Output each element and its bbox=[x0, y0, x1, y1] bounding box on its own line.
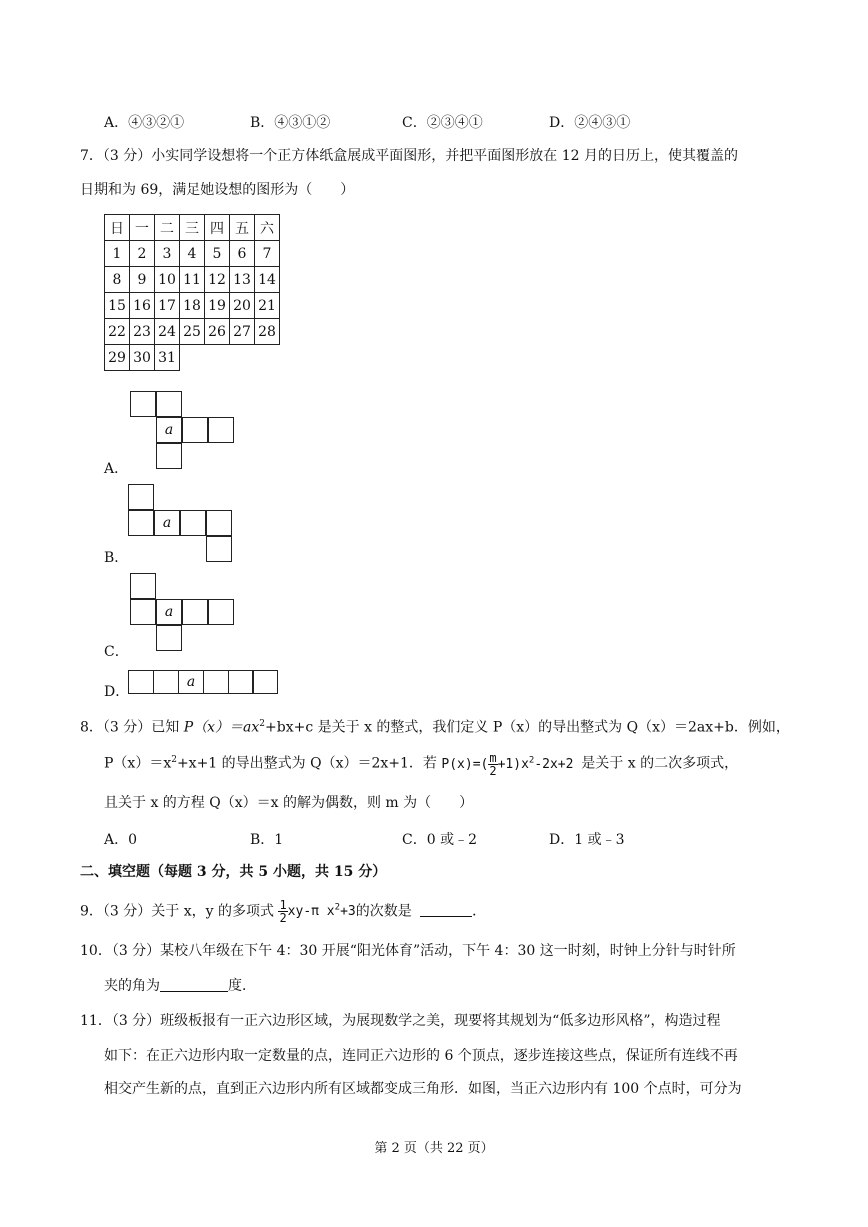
calendar-day: 15 bbox=[105, 293, 130, 319]
q8-superscript: 2 bbox=[259, 719, 266, 729]
q10-stem-line1: 10．（3 分）某校八年级在下午 4：30 开展“阳光体育”活动，下午 4：30 这一时刻，时钟上分针与时针所 bbox=[80, 943, 736, 959]
q9-answer-blank[interactable] bbox=[420, 902, 472, 917]
q10-stem-line2 bbox=[104, 976, 256, 996]
calendar-day: 20 bbox=[230, 293, 255, 319]
calendar-day: 2 bbox=[130, 241, 155, 267]
calendar-day: 21 bbox=[255, 293, 280, 319]
net-square bbox=[128, 670, 154, 694]
q9-fraction-den: 2 bbox=[279, 911, 287, 926]
net-square-letter: a bbox=[178, 670, 204, 694]
q8-option-d: D．1 或﹣3 bbox=[549, 832, 625, 848]
q8-stem-line1 bbox=[80, 714, 790, 738]
q8-text: 是关于 x 的二次多项式， bbox=[581, 755, 739, 772]
q10-answer-blank[interactable] bbox=[160, 977, 228, 992]
q8-superscript: 2 bbox=[171, 755, 177, 765]
net-square bbox=[128, 484, 154, 510]
calendar-header-cell: 五 bbox=[230, 215, 255, 241]
net-square bbox=[206, 536, 232, 562]
q8-option-c: C．0 或﹣2 bbox=[402, 832, 477, 848]
calendar-day: 31 bbox=[155, 345, 180, 371]
calendar-day: 22 bbox=[105, 319, 130, 345]
q8-option-a: A．0 bbox=[104, 832, 138, 848]
net-square bbox=[208, 599, 234, 625]
calendar-day: 29 bbox=[105, 345, 130, 371]
net-square-letter: a bbox=[156, 599, 182, 625]
net-square bbox=[180, 510, 206, 536]
net-square bbox=[208, 417, 234, 443]
calendar-day: 6 bbox=[230, 241, 255, 267]
calendar-header-row bbox=[105, 215, 280, 241]
net-square bbox=[228, 670, 254, 694]
q11-stem-line3: 相交产生新的点，直到正六边形内所有区域都变成三角形．如图，当正六边形内有 100 个点时，可分为 bbox=[104, 1081, 742, 1097]
q7-stem-line2: 日期和为 69，满足她设想的图形为（ ） bbox=[80, 182, 355, 198]
q11-stem-line2: 如下：在正六边形内取一定数量的点，连同正六边形的 6 个顶点，逐步连接这些点，保证所有连线不再 bbox=[104, 1048, 738, 1064]
q6-option-c: C．②③④① bbox=[402, 115, 483, 131]
q9-text: 9．（3 分）关于 x，y 的多项式 bbox=[80, 903, 274, 920]
q10-text: 夹的角为 bbox=[104, 978, 160, 994]
q6-option-a: A．④③②① bbox=[104, 115, 185, 131]
section-heading: 二、填空题（每题 3 分，共 5 小题，共 15 分） bbox=[80, 864, 387, 880]
calendar-day: 26 bbox=[205, 319, 230, 345]
q9-formula-part: xy-π x bbox=[287, 904, 335, 920]
calendar-day: 12 bbox=[205, 267, 230, 293]
q8-stem-line2 bbox=[104, 750, 738, 777]
calendar-row bbox=[105, 293, 280, 319]
q8-text: P（x）＝x bbox=[104, 755, 172, 772]
net-square-letter: a bbox=[156, 417, 182, 443]
net-square bbox=[130, 599, 156, 625]
net-square bbox=[128, 510, 154, 536]
calendar-day: 4 bbox=[180, 241, 205, 267]
q8-fraction-den: 2 bbox=[489, 763, 497, 778]
q9-stem bbox=[80, 898, 486, 924]
net-square bbox=[182, 417, 208, 443]
q11-stem-line1: 11．（3 分）班级板报有一正六边形区域，为展现数学之美，现要将其规划为“低多边形风格”，构造过程 bbox=[80, 1013, 721, 1029]
q6-option-b: B．④③①② bbox=[250, 115, 331, 131]
calendar-day: 9 bbox=[130, 267, 155, 293]
calendar-row bbox=[105, 241, 280, 267]
net-square bbox=[203, 670, 229, 694]
q9-fraction-num: 1 bbox=[279, 898, 287, 913]
q7-stem-line1: 7．（3 分）小实同学设想将一个正方体纸盒展成平面图形，并把平面图形放在 12 月的日历上，使其覆盖的 bbox=[80, 148, 738, 164]
net-square bbox=[153, 670, 179, 694]
calendar-empty-cell bbox=[255, 345, 280, 371]
q8-superscript: 2 bbox=[528, 755, 535, 766]
q9-fraction bbox=[278, 899, 287, 924]
calendar-header-cell: 四 bbox=[205, 215, 230, 241]
calendar-day: 28 bbox=[255, 319, 280, 345]
net-square bbox=[130, 573, 156, 599]
calendar-day: 7 bbox=[255, 241, 280, 267]
calendar-day: 24 bbox=[155, 319, 180, 345]
net-square bbox=[252, 670, 278, 694]
q8-text: 8．（3 分）已知 bbox=[80, 719, 184, 736]
calendar-day: 10 bbox=[155, 267, 180, 293]
calendar-day: 14 bbox=[255, 267, 280, 293]
net-square bbox=[182, 599, 208, 625]
q10-text: 度． bbox=[228, 978, 256, 994]
net-square bbox=[206, 510, 232, 536]
q9-text: ． bbox=[472, 903, 487, 920]
calendar-empty-cell bbox=[205, 345, 230, 371]
calendar-day: 23 bbox=[130, 319, 155, 345]
calendar-row bbox=[105, 345, 280, 371]
q8-stem-line3: 且关于 x 的方程 Q（x）＝x 的解为偶数，则 m 为（ ） bbox=[104, 795, 474, 811]
q8-fraction bbox=[488, 752, 497, 777]
q8-text: P（x）＝ax bbox=[183, 719, 260, 736]
net-square bbox=[156, 391, 182, 417]
calendar-day: 13 bbox=[230, 267, 255, 293]
net-square bbox=[130, 391, 156, 417]
calendar-day: 25 bbox=[180, 319, 205, 345]
q8-text: +x+1 的导出整式为 Q（x）＝2x+1．若 bbox=[176, 755, 437, 772]
calendar-row bbox=[105, 319, 280, 345]
q8-formula-part: P(x)=( bbox=[441, 756, 489, 772]
q7-option-d-label: D． bbox=[104, 684, 130, 700]
page-footer: 第 2 页（共 22 页） bbox=[374, 1141, 494, 1156]
calendar-row bbox=[105, 267, 280, 293]
q9-superscript: 2 bbox=[334, 903, 341, 913]
calendar-day: 17 bbox=[155, 293, 180, 319]
calendar-day: 11 bbox=[180, 267, 205, 293]
q8-formula-part: -2x+2 bbox=[534, 756, 574, 772]
calendar-day: 30 bbox=[130, 345, 155, 371]
calendar-day: 3 bbox=[155, 241, 180, 267]
q9-text: 的次数是 bbox=[355, 903, 412, 920]
calendar-header-cell: 六 bbox=[255, 215, 280, 241]
q6-option-d: D．②④③① bbox=[549, 115, 631, 131]
calendar-empty-cell bbox=[180, 345, 205, 371]
calendar-header-cell: 一 bbox=[130, 215, 155, 241]
calendar-table bbox=[104, 214, 280, 371]
calendar-day: 16 bbox=[130, 293, 155, 319]
q7-option-b-label: B． bbox=[104, 550, 129, 566]
calendar-header-cell: 日 bbox=[105, 215, 130, 241]
q9-formula bbox=[278, 898, 356, 926]
q7-option-c-label: C． bbox=[104, 644, 129, 660]
calendar-day: 1 bbox=[105, 241, 130, 267]
net-square bbox=[156, 625, 182, 651]
q8-text: +bx+c 是关于 x 的整式，我们定义 P（x）的导出整式为 Q（x）＝2ax+b．例如， bbox=[265, 719, 790, 736]
calendar-header-cell: 二 bbox=[155, 215, 180, 241]
calendar-day: 8 bbox=[105, 267, 130, 293]
net-square-letter: a bbox=[154, 510, 180, 536]
q9-formula-part: +3 bbox=[340, 904, 356, 920]
q8-formula bbox=[441, 750, 581, 778]
calendar-day: 5 bbox=[205, 241, 230, 267]
calendar-day: 18 bbox=[180, 293, 205, 319]
calendar-empty-cell bbox=[230, 345, 255, 371]
q8-formula-part: +1)x bbox=[497, 756, 529, 772]
net-square bbox=[156, 443, 182, 469]
calendar-day: 19 bbox=[205, 293, 230, 319]
q8-fraction-num: m bbox=[489, 750, 497, 765]
calendar-header-cell: 三 bbox=[180, 215, 205, 241]
q8-option-b: B．1 bbox=[250, 832, 284, 848]
q7-option-a-label: A． bbox=[104, 461, 129, 477]
calendar-day: 27 bbox=[230, 319, 255, 345]
